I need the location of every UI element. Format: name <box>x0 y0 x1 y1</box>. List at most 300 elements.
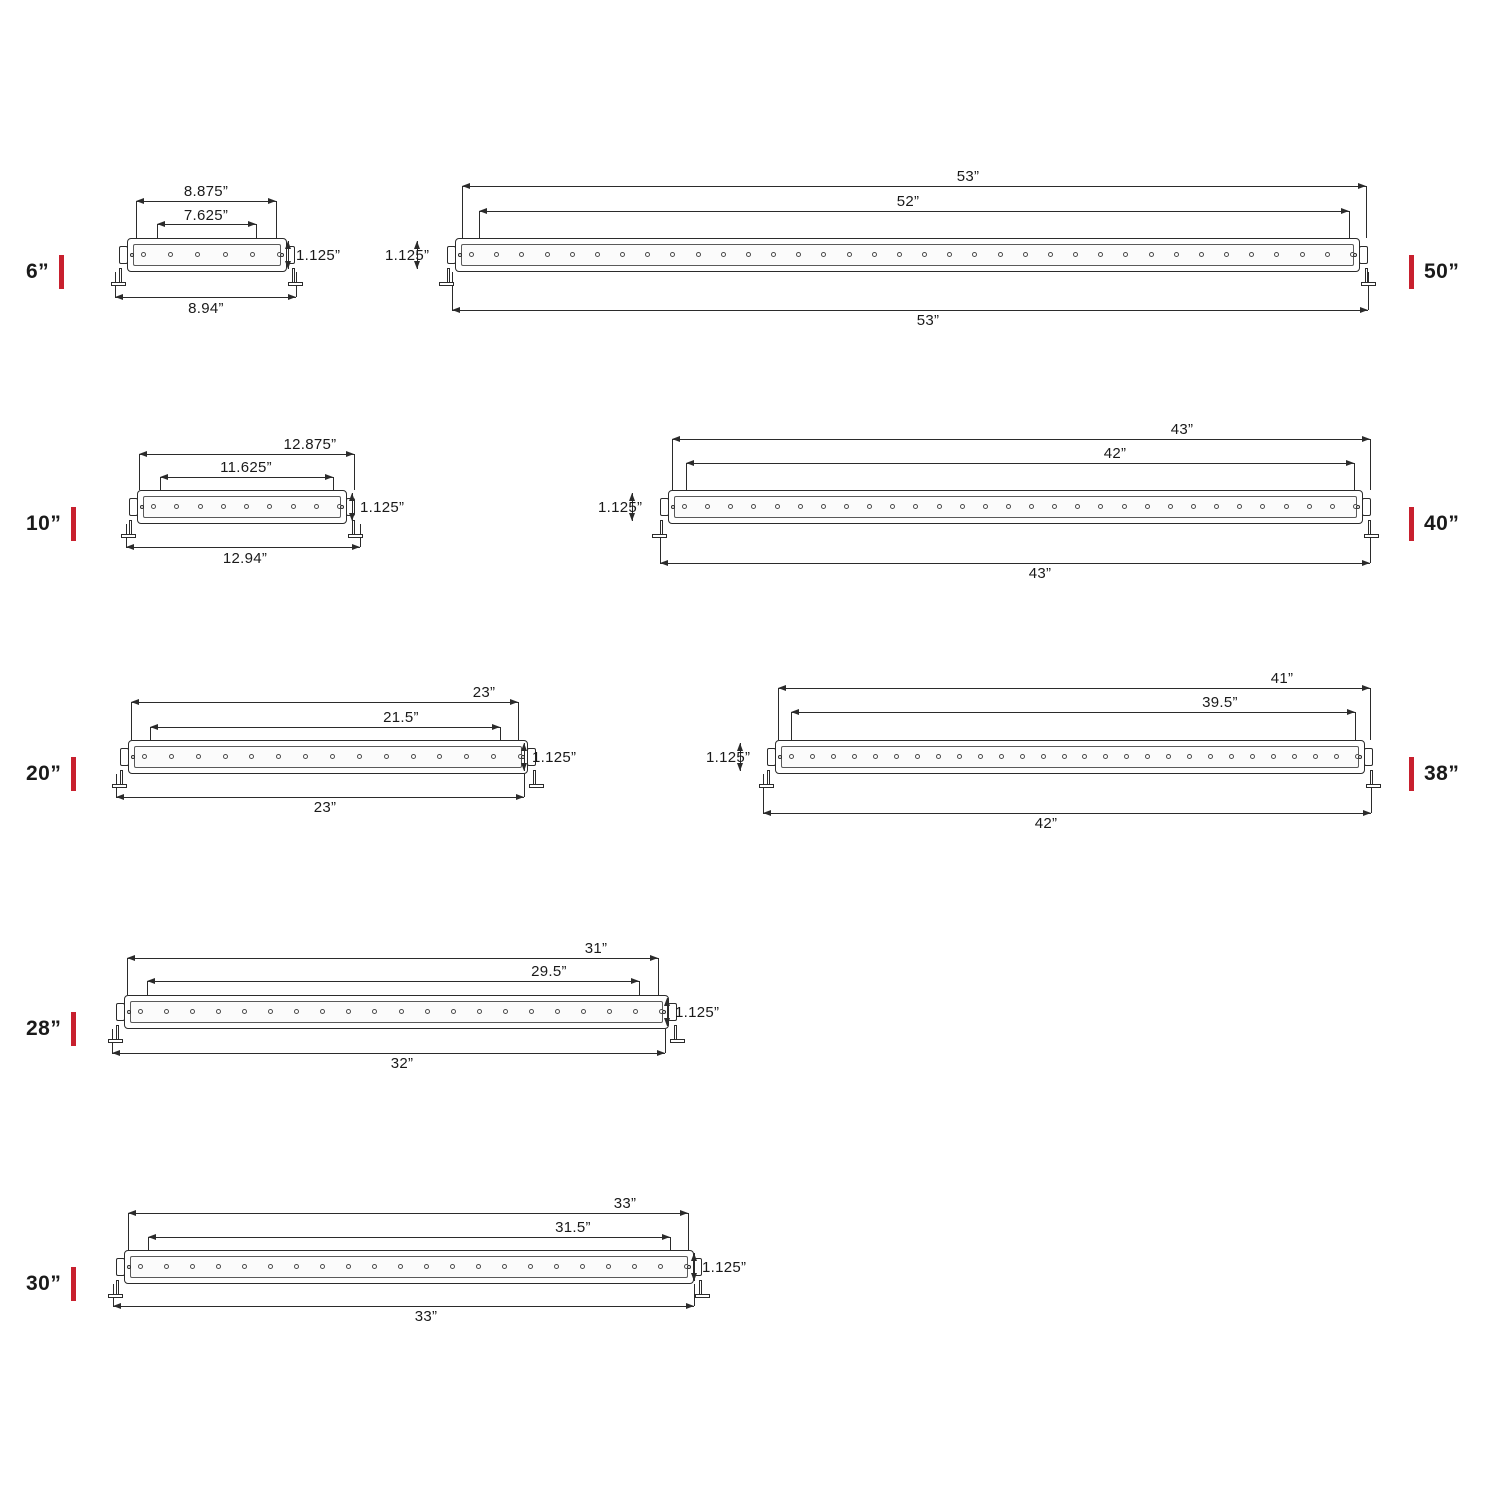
extension-line <box>518 702 519 740</box>
bolt <box>662 1010 666 1014</box>
bolt <box>280 253 284 257</box>
led-dot <box>451 1009 456 1014</box>
row-10-right-bottom-dimension-line <box>660 563 1370 564</box>
size-label-text: 50” <box>1424 260 1460 283</box>
size-accent-tick <box>71 1012 76 1046</box>
led-dot <box>633 1009 638 1014</box>
dim-arrow <box>268 198 276 204</box>
extension-line <box>462 186 463 238</box>
size-label-text: 28” <box>26 1017 62 1040</box>
led-dot <box>620 252 625 257</box>
mount-foot-left <box>121 534 136 538</box>
dim-arrow <box>657 1050 665 1056</box>
end-cap-right <box>1359 246 1368 264</box>
dim-arrow <box>150 724 158 730</box>
led-dot <box>221 504 226 509</box>
row-30-left-bottom-dimension-line <box>113 1306 694 1307</box>
led-dot <box>314 504 319 509</box>
row-10-right-mid-dimension-text: 42” <box>1103 445 1127 462</box>
size-accent-tick <box>1409 757 1414 791</box>
size-accent-tick <box>59 255 64 289</box>
bolt <box>127 1265 131 1269</box>
extension-line <box>672 439 673 490</box>
mount-foot-right <box>1366 784 1381 788</box>
led-dot <box>330 754 335 759</box>
led-dot <box>294 1264 299 1269</box>
led-dot <box>138 1264 143 1269</box>
extension-line <box>479 211 480 238</box>
led-dot <box>607 1009 612 1014</box>
led-dot <box>937 504 942 509</box>
dim-arrow <box>521 743 527 751</box>
row-6-left-bottom-dimension-text: 8.94” <box>188 300 224 317</box>
bolt <box>687 1265 691 1269</box>
led-dot <box>1145 504 1150 509</box>
led-dot <box>1168 504 1173 509</box>
led-dot <box>424 1264 429 1269</box>
mount-foot-right <box>1364 534 1379 538</box>
row-6-right-top-dimension-line <box>462 186 1366 187</box>
dim-arrow <box>147 978 155 984</box>
row-28-left-bottom-dimension-line <box>112 1053 665 1054</box>
mount-foot-left <box>108 1294 123 1298</box>
led-dot <box>721 252 726 257</box>
end-cap-left <box>116 1003 125 1021</box>
dim-arrow <box>288 294 296 300</box>
row-6-left-height-dimension-text: 1.125” <box>296 247 341 264</box>
end-cap-left <box>129 498 138 516</box>
row-20-left-bottom-dimension-text: 23” <box>313 799 337 816</box>
extension-line <box>333 477 334 490</box>
extension-line <box>452 272 453 310</box>
extension-line <box>1370 688 1371 740</box>
row-20-left-lightbar <box>128 740 528 774</box>
dim-arrow <box>791 709 799 715</box>
dim-arrow <box>126 544 134 550</box>
extension-line <box>524 774 525 797</box>
led-dot <box>138 1009 143 1014</box>
led-dot <box>852 754 857 759</box>
row-10-left-lightbar <box>137 490 347 524</box>
bolt <box>671 505 675 509</box>
bolt <box>127 1010 131 1014</box>
dim-arrow <box>112 1050 120 1056</box>
row-28-left-top-dimension-text: 31” <box>584 940 608 957</box>
led-dot <box>469 252 474 257</box>
extension-line <box>1370 439 1371 490</box>
extension-line <box>778 688 779 740</box>
led-dot <box>425 1009 430 1014</box>
bolt <box>778 755 782 759</box>
dim-arrow <box>1346 460 1354 466</box>
end-cap-left <box>767 748 776 766</box>
led-dot <box>1325 252 1330 257</box>
led-dot <box>503 1009 508 1014</box>
dim-arrow <box>248 221 256 227</box>
led-dot <box>223 252 228 257</box>
row-10-left-height-dimension-text: 1.125” <box>360 499 405 516</box>
bolt <box>1356 505 1360 509</box>
lightbar-lens <box>130 1256 688 1278</box>
lightbar-lens <box>133 244 281 266</box>
dim-arrow <box>662 1234 670 1240</box>
led-dot <box>1284 504 1289 509</box>
row-10-right-height-dimension-text: 1.125” <box>598 499 643 516</box>
extension-line <box>639 981 640 995</box>
row-28-left-mid-dimension-line <box>147 981 639 982</box>
led-dot <box>142 754 147 759</box>
led-dot <box>545 252 550 257</box>
row-28-left-lightbar <box>124 995 669 1029</box>
led-dot <box>1122 504 1127 509</box>
mount-foot-right <box>288 282 303 286</box>
row-20-right-lightbar <box>775 740 1365 774</box>
row-20-left-top-dimension-text: 23” <box>472 684 496 701</box>
row-6-right-bottom-dimension-line <box>452 310 1368 311</box>
led-dot <box>151 504 156 509</box>
row-20-right-size-label <box>1409 757 1459 791</box>
bolt <box>340 505 344 509</box>
end-cap-left <box>447 246 456 264</box>
dim-arrow <box>127 955 135 961</box>
led-dot <box>936 754 941 759</box>
mount-foot-left <box>652 534 667 538</box>
row-10-left-bottom-dimension-line <box>126 547 360 548</box>
led-dot <box>196 754 201 759</box>
led-dot <box>682 504 687 509</box>
row-30-left-lightbar <box>124 1250 694 1284</box>
row-10-right-mid-dimension-line <box>686 463 1354 464</box>
end-cap-left <box>120 748 129 766</box>
led-dot <box>190 1264 195 1269</box>
row-6-left-lightbar <box>127 238 287 272</box>
mount-foot-left <box>439 282 454 286</box>
size-label-text: 40” <box>1424 512 1460 535</box>
extension-line <box>791 712 792 740</box>
size-label-text: 10” <box>26 512 62 535</box>
mount-foot-right <box>695 1294 710 1298</box>
row-6-left-top-dimension-text: 8.875” <box>183 183 229 200</box>
row-6-right-top-dimension-text: 53” <box>956 168 980 185</box>
led-dot <box>999 754 1004 759</box>
led-dot <box>894 754 899 759</box>
led-dot <box>399 1009 404 1014</box>
led-dot <box>897 252 902 257</box>
size-label-text: 20” <box>26 762 62 785</box>
row-6-left-mid-dimension-line <box>157 224 256 225</box>
led-dot <box>821 504 826 509</box>
dim-arrow <box>1347 709 1355 715</box>
dim-arrow <box>691 1273 697 1281</box>
row-6-left-top-dimension-line <box>136 201 276 202</box>
extension-line <box>670 1237 671 1250</box>
mount-foot-left <box>108 1039 123 1043</box>
row-20-right-mid-dimension-line <box>791 712 1355 713</box>
led-dot <box>398 1264 403 1269</box>
led-dot <box>798 504 803 509</box>
row-30-left-bottom-dimension-text: 33” <box>414 1308 438 1325</box>
row-10-left-bottom-dimension-text: 12.94” <box>222 550 268 567</box>
led-dot <box>477 1009 482 1014</box>
row-20-right-bottom-dimension-text: 42” <box>1034 815 1058 832</box>
row-6-right-size-label <box>1409 255 1459 289</box>
led-dot <box>810 754 815 759</box>
led-dot <box>320 1264 325 1269</box>
row-10-left-mid-dimension-line <box>160 477 333 478</box>
led-dot <box>1006 504 1011 509</box>
row-6-right-mid-dimension-line <box>479 211 1349 212</box>
led-dot <box>169 754 174 759</box>
led-dot <box>1307 504 1312 509</box>
led-dot <box>1023 252 1028 257</box>
dim-arrow <box>148 1234 156 1240</box>
row-20-right-top-dimension-text: 41” <box>1270 670 1294 687</box>
dim-arrow <box>462 183 470 189</box>
extension-line <box>1368 272 1369 310</box>
mount-foot-right <box>529 784 544 788</box>
dim-arrow <box>160 474 168 480</box>
size-label-text: 38” <box>1424 762 1460 785</box>
led-dot <box>978 754 983 759</box>
size-accent-tick <box>71 507 76 541</box>
led-dot <box>528 1264 533 1269</box>
led-dot <box>957 754 962 759</box>
row-10-right-lightbar <box>668 490 1363 524</box>
led-dot <box>632 1264 637 1269</box>
led-dot <box>570 252 575 257</box>
dim-arrow <box>691 1253 697 1261</box>
row-28-left-height-dimension-text: 1.125” <box>675 1004 720 1021</box>
row-30-left-mid-dimension-line <box>148 1237 670 1238</box>
extension-line <box>1354 463 1355 490</box>
bolt <box>458 253 462 257</box>
dim-arrow <box>664 1018 670 1026</box>
led-dot <box>1300 252 1305 257</box>
row-20-right-bottom-dimension-line <box>763 813 1371 814</box>
extension-line <box>665 1029 666 1053</box>
row-10-right-top-dimension-line <box>672 439 1370 440</box>
led-dot <box>606 1264 611 1269</box>
dim-arrow <box>680 1210 688 1216</box>
row-28-left-size-label <box>26 1012 76 1046</box>
row-6-left-bottom-dimension-line <box>115 297 296 298</box>
led-dot <box>268 1264 273 1269</box>
dim-arrow <box>285 241 291 249</box>
dim-arrow <box>1362 560 1370 566</box>
extension-line <box>1355 712 1356 740</box>
led-dot <box>250 252 255 257</box>
led-dot <box>291 504 296 509</box>
led-dot <box>872 252 877 257</box>
led-dot <box>554 1264 559 1269</box>
extension-line <box>688 1213 689 1250</box>
row-28-left-bottom-dimension-text: 32” <box>390 1055 414 1072</box>
row-6-right-mid-dimension-text: 52” <box>896 193 920 210</box>
row-20-right-mid-dimension-text: 39.5” <box>1202 694 1238 711</box>
led-dot <box>1191 504 1196 509</box>
dim-arrow <box>778 685 786 691</box>
mount-foot-right <box>348 534 363 538</box>
led-dot <box>775 504 780 509</box>
size-label-text: 30” <box>26 1272 62 1295</box>
dim-arrow <box>650 955 658 961</box>
bolt <box>140 505 144 509</box>
row-10-left-top-dimension-text: 12.875” <box>283 436 337 453</box>
led-dot <box>1149 252 1154 257</box>
dim-arrow <box>1362 436 1370 442</box>
led-dot <box>580 1264 585 1269</box>
row-10-right-size-label <box>1409 507 1459 541</box>
row-6-right-lightbar <box>455 238 1360 272</box>
extension-line <box>276 201 277 238</box>
dim-arrow <box>510 699 518 705</box>
led-dot <box>1048 252 1053 257</box>
end-cap-left <box>660 498 669 516</box>
mount-foot-right <box>670 1039 685 1043</box>
dim-arrow <box>346 451 354 457</box>
row-20-left-bottom-dimension-line <box>116 797 524 798</box>
led-dot <box>1062 754 1067 759</box>
led-dot <box>357 754 362 759</box>
dim-arrow <box>349 493 355 501</box>
extension-line <box>354 454 355 490</box>
led-dot <box>915 754 920 759</box>
dim-arrow <box>686 460 694 466</box>
led-dot <box>216 1264 221 1269</box>
dim-arrow <box>113 1303 121 1309</box>
dim-arrow <box>631 978 639 984</box>
row-28-left-top-dimension-line <box>127 958 658 959</box>
led-dot <box>529 1009 534 1014</box>
dim-arrow <box>128 1210 136 1216</box>
extension-line <box>1349 211 1350 238</box>
row-20-left-mid-dimension-line <box>150 727 500 728</box>
led-dot <box>581 1009 586 1014</box>
row-30-left-top-dimension-text: 33” <box>613 1195 637 1212</box>
extension-line <box>1366 186 1367 238</box>
extension-line <box>139 454 140 490</box>
row-10-right-bottom-dimension-text: 43” <box>1028 565 1052 582</box>
mount-foot-left <box>759 784 774 788</box>
led-dot <box>658 1264 663 1269</box>
mount-foot-left <box>112 784 127 788</box>
row-10-left-top-dimension-line <box>139 454 354 455</box>
led-dot <box>873 754 878 759</box>
bolt <box>130 253 134 257</box>
extension-line <box>128 1213 129 1250</box>
led-dot <box>242 1264 247 1269</box>
dim-arrow <box>349 513 355 521</box>
lightbar-lens <box>143 496 341 518</box>
row-6-right-bottom-dimension-text: 53” <box>916 312 940 329</box>
led-dot <box>141 252 146 257</box>
dim-arrow <box>1363 810 1371 816</box>
row-30-left-top-dimension-line <box>128 1213 688 1214</box>
led-dot <box>595 252 600 257</box>
led-dot <box>789 754 794 759</box>
led-dot <box>746 252 751 257</box>
led-dot <box>831 754 836 759</box>
dim-arrow <box>352 544 360 550</box>
dim-arrow <box>660 560 668 566</box>
extension-line <box>136 201 137 238</box>
size-accent-tick <box>71 757 76 791</box>
led-dot <box>198 504 203 509</box>
dim-arrow <box>664 998 670 1006</box>
size-label-text: 6” <box>26 260 50 283</box>
dim-arrow <box>116 794 124 800</box>
led-dot <box>450 1264 455 1269</box>
dim-arrow <box>479 208 487 214</box>
size-accent-tick <box>71 1267 76 1301</box>
dim-arrow <box>1362 685 1370 691</box>
dim-arrow <box>1341 208 1349 214</box>
end-cap-right <box>1364 748 1373 766</box>
dim-arrow <box>139 451 147 457</box>
extension-line <box>131 702 132 740</box>
led-dot <box>555 1009 560 1014</box>
dim-arrow <box>1360 307 1368 313</box>
extension-line <box>127 958 128 995</box>
led-dot <box>223 754 228 759</box>
dim-arrow <box>672 436 680 442</box>
mount-foot-left <box>111 282 126 286</box>
end-cap-left <box>116 1258 125 1276</box>
led-dot <box>960 504 965 509</box>
led-dot <box>502 1264 507 1269</box>
extension-line <box>686 463 687 490</box>
dim-arrow <box>492 724 500 730</box>
row-6-right-height-dimension-text: 1.125” <box>385 247 430 264</box>
row-28-left-mid-dimension-text: 29.5” <box>531 963 567 980</box>
led-dot <box>1334 754 1339 759</box>
dim-arrow <box>763 810 771 816</box>
led-dot <box>384 754 389 759</box>
row-30-left-size-label <box>26 1267 76 1301</box>
size-accent-tick <box>1409 507 1414 541</box>
led-dot <box>411 754 416 759</box>
led-dot <box>998 252 1003 257</box>
row-20-right-height-dimension-text: 1.125” <box>706 749 751 766</box>
led-dot <box>1041 754 1046 759</box>
led-dot <box>844 504 849 509</box>
extension-line <box>256 224 257 238</box>
dim-arrow <box>521 763 527 771</box>
row-30-left-height-dimension-text: 1.125” <box>702 1259 747 1276</box>
dim-arrow <box>686 1303 694 1309</box>
dim-arrow <box>325 474 333 480</box>
led-dot <box>1199 252 1204 257</box>
bolt <box>1358 755 1362 759</box>
extension-line <box>763 774 764 813</box>
row-30-left-mid-dimension-text: 31.5” <box>555 1219 591 1236</box>
dim-arrow <box>115 294 123 300</box>
row-10-left-size-label <box>26 507 76 541</box>
row-20-left-size-label <box>26 757 76 791</box>
led-dot <box>847 252 852 257</box>
row-20-left-top-dimension-line <box>131 702 518 703</box>
led-dot <box>372 1264 377 1269</box>
row-6-left-size-label <box>26 255 64 289</box>
extension-line <box>658 958 659 995</box>
bolt <box>1353 253 1357 257</box>
led-dot <box>1174 252 1179 257</box>
end-cap-right <box>1362 498 1371 516</box>
row-20-left-mid-dimension-text: 21.5” <box>383 709 419 726</box>
dim-arrow <box>285 261 291 269</box>
bolt <box>131 755 135 759</box>
row-20-left-height-dimension-text: 1.125” <box>532 749 577 766</box>
